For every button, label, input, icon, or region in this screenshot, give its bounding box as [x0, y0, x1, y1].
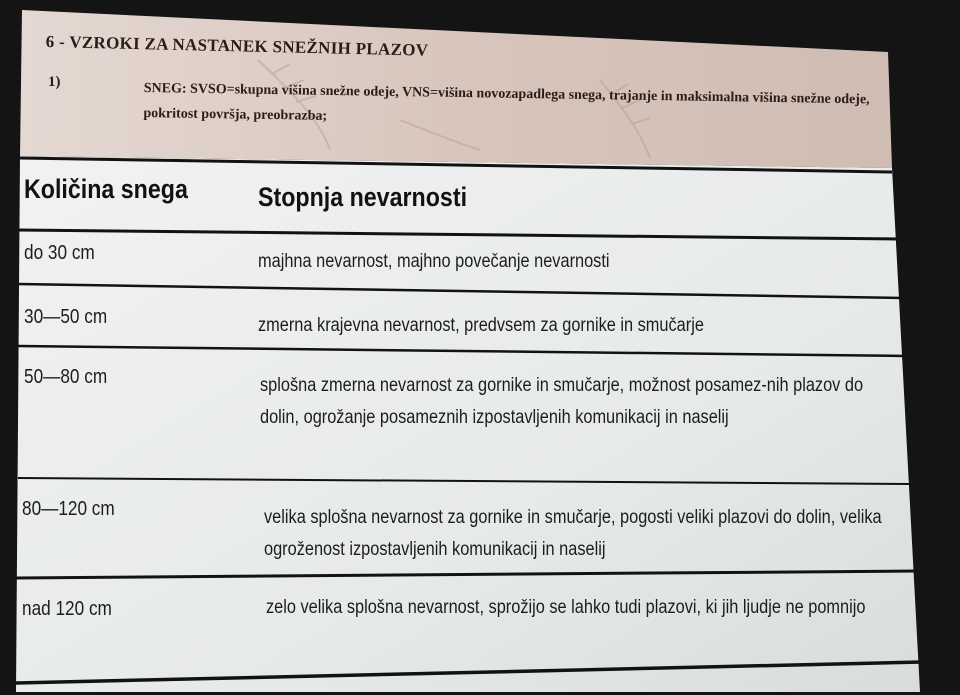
cell-amount: do 30 cm: [24, 242, 95, 264]
cell-amount: nad 120 cm: [22, 598, 112, 620]
cell-level: zmerna krajevna nevarnost, predvsem za gornike in smučarje: [258, 315, 704, 336]
cell-amount: 80—120 cm: [22, 498, 115, 520]
column-header-danger: Stopnja nevarnosti: [258, 182, 468, 212]
table-row: [18, 590, 918, 670]
cell-level: velika splošna nevarnost za gornike in smučarje, pogosti veliki plazovi do dolin, velika ogroženost izpostavljenih komunikacij in naselij: [264, 507, 882, 560]
slide-header: [22, 10, 890, 162]
cell-level: majhna nevarnost, majhno povečanje nevarnosti: [258, 251, 610, 272]
item-number: 1): [48, 74, 61, 90]
table-row: [20, 236, 900, 286]
slide-title: 6 - VZROKI ZA NASTANEK SNEŽNIH PLAZOV: [45, 32, 429, 60]
table-header-row: [18, 170, 898, 234]
column-header-amount: Količina snega: [24, 174, 188, 204]
table-row: [18, 492, 918, 572]
table-row: [20, 300, 900, 350]
cell-amount: 30—50 cm: [24, 306, 108, 328]
cell-level: splošna zmerna nevarnost za gornike in smučarje, možnost posamez-nih plazov do dolin, ogrožanje posameznih izpostavljenih komunikacij in naselij: [260, 375, 864, 428]
cell-level: zelo velika splošna nevarnost, sprožijo se lahko tudi plazovi, ki jih ljudje ne pomnijo: [266, 597, 866, 618]
item-text: SNEG: SVSO=skupna višina snežne odeje, VNS=višina novozapadlega snega, trajanje in maksimalna višina snežne odeje, pokritost površja, preobrazba;: [143, 80, 870, 124]
table-row: [20, 360, 910, 475]
cell-amount: 50—80 cm: [24, 366, 108, 388]
